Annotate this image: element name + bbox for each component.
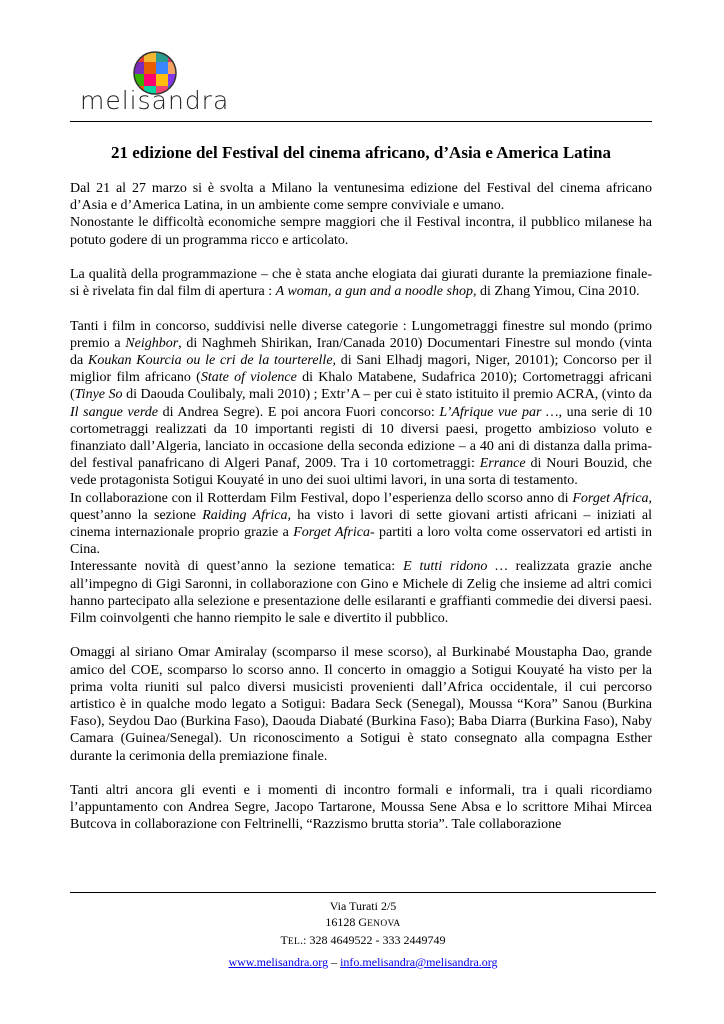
- paragraph-4: In collaborazione con il Rotterdam Film Festival, dopo l’esperienza dello scorso anno di Forget Africa, quest’anno la sezione Raiding Africa, ha visto i lavori di sette giovani artisti africani – iniziati al cinema internazionale proprio grazie a Forget Africa- partiti a loro volta come osservatori ed artisti in Cina.: [70, 490, 653, 558]
- paragraph-5: Interessante novità di quest’anno la sezione tematica: E tutti ridono … realizzata grazie anche all’impegno di Gigi Saronni, in collaborazione con Gino e Michele di Zelig che insieme ad altri comici hanno partecipato alla selezione e presentazione delle esilaranti e graffianti commedie dei diversi paesi. Film coinvolgenti che hanno riempito le sale e divertito il pubblico.: [70, 559, 652, 627]
- footer: [70, 898, 656, 970]
- footer-city: 16128 GENOVA: [325, 915, 401, 929]
- melisandra-logo: [78, 50, 238, 114]
- page-title: 21 edizione del Festival del cinema africano, d’Asia e America Latina: [110, 143, 611, 162]
- footer-address: Via Turati 2/5: [329, 899, 397, 913]
- website-link[interactable]: www.melisandra.org: [228, 955, 329, 969]
- paragraph-2: La qualità della programmazione – che è stata anche elogiata dai giurati durante la premiazione finale- si è rivelata fin dal film di apertura : A woman, a gun and a noodle shop, di Zhang Yimou, Cina 2010.: [70, 267, 652, 300]
- logo-wordmark: melisandra: [80, 86, 230, 115]
- paragraph-1a: Dal 21 al 27 marzo si è svolta a Milano la ventunesima edizione del Festival del cinema africano d’Asia e d’America Latina, in un ambiente come sempre conviviale e umano.: [70, 181, 652, 214]
- paragraph-3: Tanti i film in concorso, suddivisi nelle diverse categorie : Lungometraggi finestre sul mondo (primo premio a Neighbor, di Naghmeh Shirikan, Iran/Canada 2010) Documentari Finestre sul mondo (vinta da Koukan Kourcia ou le cri de la tourterelle, di Sani Elhadj magori, Niger, 20101); Concorso per il miglior film africano (State of violence di Khalo Matabene, Sudafrica 2010); Cortometraggi africani (Tinye So di Daouda Coulibaly, mali 2010) ; Extr’A – per cui è stato istituito il premio ACRA, (vinto da Il sangue verde di Andrea Segre). E poi ancora Fuori concorso: L’Afrique vue par …, una serie di 10 cortometraggi realizzati da 10 importanti registi di 10 diversi paesi, progetto ambizioso voluto e finanziato dall’Algeria, lanciato in occasione della seconda edizione – a 40 ani di distanza dalla prima- del festival panafricano di Algeri Panaf, 2009. Tra i 10 cortometraggi: Errance di Nouri Bouzid, che vede protagonista Sotigui Kouyaté in uno dei suoi ultimi lavori, in una sorta di testamento.: [70, 318, 653, 489]
- paragraph-1b: Nonostante le difficoltà economiche sempre maggiori che il Festival incontra, il pubblico milanese ha potuto godere di un programma ricco e articolato.: [70, 215, 652, 248]
- paragraph-7: Tanti altri ancora gli eventi e i momenti di incontro formali e informali, tra i quali ricordiamo l’appuntamento con Andrea Segre, Jacopo Tartarone, Moussa Sene Absa e lo scrittore Mihai Mircea Butcova in collaborazione con Feltrinelli, “Razzismo brutta storia”. Tale collaborazione: [70, 783, 652, 833]
- article-body: [70, 180, 652, 834]
- paragraph-6: Omaggi al siriano Omar Amiralay (scomparso il mese scorso), al Burkinabé Moustapha Dao, grande amico del COE, scomparso lo scorso anno. Il concerto in omaggio a Sotigui Kouyaté ha visto per la prima volta riuniti sul palco diversi musicisti provenienti dall’Africa occidentale, il cui percorso artistico è in qualche modo legato a Sotigui: Badara Seck (Senegal), Moussa “Kora” Sanou (Burkina Faso), Seydou Dao (Burkina Faso), Daouda Diabaté (Burkina Faso); Baba Diarra (Burkina Faso), Naby Camara (Guinea/Senegal). Un riconoscimento a Sotigui è stato consegnato alla compagna Esther durante la cerimonia della premiazione finale.: [70, 645, 652, 764]
- footer-links: www.melisandra.org – info.melisandra@melisandra.org: [228, 955, 498, 969]
- email-link[interactable]: info.melisandra@melisandra.org: [340, 955, 498, 969]
- footer-phone: TEL.: 328 4649522 - 333 2449749: [280, 933, 446, 947]
- footer-divider: [70, 892, 656, 893]
- header-divider: [70, 121, 652, 122]
